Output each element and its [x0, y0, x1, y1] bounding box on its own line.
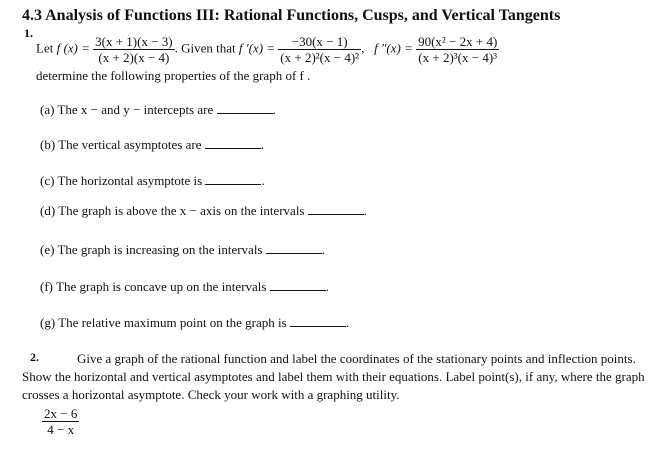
answer-blank-b[interactable] — [205, 138, 261, 149]
part-a-text: (a) The x − and y − intercepts are — [40, 102, 214, 117]
fprime-label: f ′(x) = — [238, 40, 276, 56]
given-text: . Given that — [174, 40, 236, 56]
part-e — [40, 242, 325, 258]
part-f — [40, 279, 329, 295]
let-text: Let — [36, 40, 54, 56]
fdoubleprime-label: f ″(x) = — [374, 40, 413, 56]
problem-2-numerator: 2x − 6 — [44, 406, 78, 421]
answer-blank-g[interactable] — [290, 316, 346, 327]
f-denominator: (x + 2)(x − 4) — [98, 50, 170, 65]
page-title: 4.3 Analysis of Functions III: Rational Functions, Cusps, and Vertical Tangents — [22, 7, 561, 24]
part-d — [40, 203, 367, 219]
function-definitions — [36, 34, 499, 65]
fdoubleprime-denominator: (x + 2)³(x − 4)³ — [418, 50, 498, 65]
problem-2-function — [42, 406, 79, 437]
fprime-denominator: (x + 2)²(x − 4)² — [280, 50, 360, 65]
f-fraction — [93, 34, 174, 65]
f-numerator: 3(x + 1)(x − 3) — [95, 34, 173, 49]
part-e-text: (e) The graph is increasing on the intervals — [40, 242, 263, 257]
fprime-fraction — [278, 34, 361, 65]
answer-blank-e[interactable] — [266, 243, 322, 254]
fdoubleprime-numerator: 90(x² − 2x + 4) — [418, 34, 498, 49]
part-c — [40, 173, 265, 189]
part-f-text: (f) The graph is concave up on the intervals — [40, 279, 267, 294]
answer-blank-a[interactable] — [217, 103, 273, 114]
problem-2-number: 2. — [30, 350, 39, 364]
determine-text: determine the following properties of the graph of f . — [36, 68, 311, 83]
part-b-text: (b) The vertical asymptotes are — [40, 137, 202, 152]
problem-2-fraction — [42, 406, 79, 437]
period: . — [321, 242, 325, 257]
comma: , — [361, 40, 365, 56]
part-g — [40, 315, 349, 331]
period: . — [261, 173, 265, 188]
problem-2-text: Give a graph of the rational function and label the coordinates of the stationary points and inflection points. Show the horizontal and vertical asymptotes and label them with their equations. Label point(s), if any, where the graph crosses a horizontal asymptote. Check your work with a graphing utility. — [22, 351, 645, 402]
answer-blank-f[interactable] — [270, 280, 326, 291]
problem-1-number: 1. — [24, 26, 33, 40]
f-label: f (x) = — [56, 40, 90, 56]
fprime-numerator: −30(x − 1) — [278, 34, 361, 50]
period: . — [325, 279, 329, 294]
part-a — [40, 102, 276, 118]
fdoubleprime-fraction — [416, 34, 499, 65]
part-b — [40, 137, 264, 153]
problem-2-denominator: 4 − x — [47, 422, 75, 437]
part-d-text: (d) The graph is above the x − axis on the intervals — [40, 203, 305, 218]
period: . — [345, 315, 350, 330]
part-g-text: (g) The relative maximum point on the graph is — [40, 315, 287, 330]
period: . — [260, 137, 264, 152]
part-c-text: (c) The horizontal asymptote is — [40, 173, 203, 188]
answer-blank-d[interactable] — [308, 204, 364, 215]
period: . — [363, 203, 367, 218]
answer-blank-c[interactable] — [205, 174, 261, 185]
period: . — [272, 102, 276, 117]
